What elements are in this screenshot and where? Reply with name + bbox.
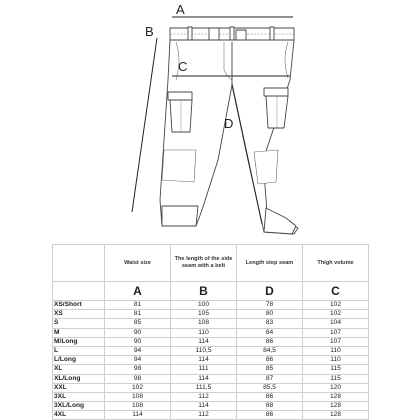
measurement-cell: 112: [171, 411, 237, 420]
measurement-cell: 98: [105, 365, 171, 374]
measurement-cell: 86: [237, 337, 303, 346]
table-row: [53, 392, 369, 401]
table-row: [53, 337, 369, 346]
measurement-cell: 114: [171, 374, 237, 383]
measurement-cell: 120: [303, 383, 369, 392]
measurement-cell: 114: [105, 411, 171, 420]
size-label-cell: L/Long: [53, 356, 105, 365]
measurement-cell: 110: [171, 328, 237, 337]
measurement-cell: 128: [303, 402, 369, 411]
measurement-cell: 108: [105, 392, 171, 401]
size-label-cell: 3XL: [53, 392, 105, 401]
measurement-cell: 102: [303, 301, 369, 310]
measurement-cell: 84,5: [237, 346, 303, 355]
header-thigh-volume: Thigh volume: [303, 245, 369, 282]
header-side-seam-length: The length of the side seam with a belt: [171, 245, 237, 282]
measurement-cell: 110: [303, 346, 369, 355]
measurement-cell: 114: [171, 402, 237, 411]
size-label-cell: M: [53, 328, 105, 337]
measurement-cell: 85: [105, 319, 171, 328]
table-letter-row: [53, 282, 369, 301]
measurement-cell: 86: [237, 392, 303, 401]
measurement-cell: 111,5: [171, 383, 237, 392]
table-row: [53, 374, 369, 383]
measurement-cell: 110,5: [171, 346, 237, 355]
measurement-cell: 110: [303, 356, 369, 365]
measurement-cell: 128: [303, 411, 369, 420]
measurement-cell: 86: [237, 411, 303, 420]
dimension-d-label: D: [224, 116, 234, 131]
size-label-cell: XS: [53, 310, 105, 319]
table-row: [53, 346, 369, 355]
measurement-cell: 108: [105, 402, 171, 411]
measurement-cell: 112: [171, 392, 237, 401]
measurement-cell: 114: [171, 356, 237, 365]
measurement-cell: 102: [303, 310, 369, 319]
size-label-cell: XL/Long: [53, 374, 105, 383]
measurement-cell: 90: [105, 337, 171, 346]
table-row: [53, 310, 369, 319]
measurement-cell: 80: [237, 310, 303, 319]
dimension-b-line: [132, 38, 157, 212]
header-size: [53, 245, 105, 282]
measurement-cell: 85,5: [237, 383, 303, 392]
measurement-cell: 115: [303, 374, 369, 383]
table-row: [53, 301, 369, 310]
letter-b: B: [171, 282, 237, 301]
letter-empty: [53, 282, 105, 301]
dimension-a-label: A: [176, 2, 185, 17]
measurement-cell: 114: [171, 337, 237, 346]
size-chart-table: [52, 244, 369, 420]
table-row: [53, 356, 369, 365]
measurement-cell: 107: [303, 337, 369, 346]
measurement-cell: 88: [237, 402, 303, 411]
measurement-cell: 83: [237, 319, 303, 328]
table-row: [53, 383, 369, 392]
table-body: [53, 301, 369, 420]
size-label-cell: 4XL: [53, 411, 105, 420]
letter-c: C: [303, 282, 369, 301]
measurement-cell: 105: [171, 310, 237, 319]
measurement-cell: 102: [105, 383, 171, 392]
letter-a: A: [105, 282, 171, 301]
measurement-cell: 94: [105, 346, 171, 355]
measurement-cell: 128: [303, 392, 369, 401]
measurement-cell: 111: [171, 365, 237, 374]
table-row: [53, 402, 369, 411]
measurement-cell: 98: [105, 374, 171, 383]
measurement-cell: 107: [303, 328, 369, 337]
dimension-b-label: B: [145, 24, 154, 39]
header-waist-size: Waist size: [105, 245, 171, 282]
measurement-cell: 108: [171, 319, 237, 328]
size-label-cell: XS/Short: [53, 301, 105, 310]
size-label-cell: 3XL/Long: [53, 402, 105, 411]
size-label-cell: XL: [53, 365, 105, 374]
measurement-cell: 90: [105, 328, 171, 337]
measurement-cell: 100: [171, 301, 237, 310]
measurement-cell: 81: [105, 301, 171, 310]
measurement-cell: 78: [237, 301, 303, 310]
measurement-cell: 104: [303, 319, 369, 328]
measurement-cell: 87: [237, 374, 303, 383]
size-label-cell: XXL: [53, 383, 105, 392]
table-row: [53, 411, 369, 420]
size-label-cell: S: [53, 319, 105, 328]
table-header-row: [53, 245, 369, 282]
letter-d: D: [237, 282, 303, 301]
measurement-cell: 86: [237, 356, 303, 365]
size-label-cell: L: [53, 346, 105, 355]
dimension-c-label: C: [178, 59, 188, 74]
table-row: [53, 328, 369, 337]
size-label-cell: M/Long: [53, 337, 105, 346]
measurement-cell: 85: [237, 365, 303, 374]
measurement-cell: 115: [303, 365, 369, 374]
measurement-cell: 94: [105, 356, 171, 365]
header-step-seam-length: Length step seam: [237, 245, 303, 282]
table-row: [53, 365, 369, 374]
table-row: [53, 319, 369, 328]
measurement-cell: 81: [105, 310, 171, 319]
measurement-cell: 84: [237, 328, 303, 337]
